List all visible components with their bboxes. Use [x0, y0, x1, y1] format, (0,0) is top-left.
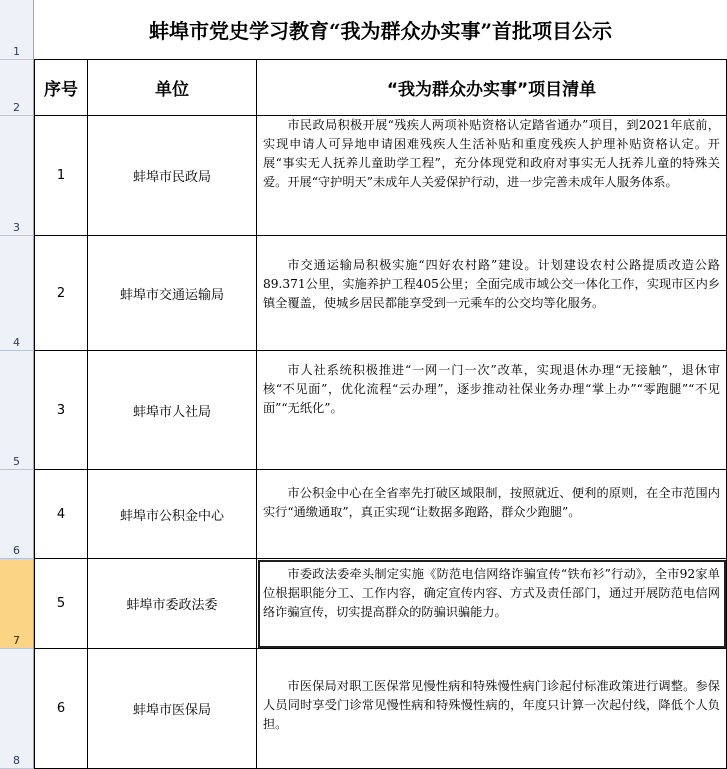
row-unit[interactable]: 蚌埠市医保局 — [88, 649, 257, 769]
row-unit[interactable]: 蚌埠市民政局 — [88, 116, 257, 236]
row-unit[interactable]: 蚌埠市交通运输局 — [88, 236, 257, 351]
row-description-cell[interactable] — [257, 470, 727, 559]
header-index[interactable]: 序号 — [34, 59, 88, 116]
sheet-title[interactable]: 蚌埠市党史学习教育“我为群众办实事”首批项目公示 — [34, 0, 727, 60]
row-header-6[interactable]: 6 — [0, 470, 34, 559]
row-index[interactable]: 4 — [34, 470, 88, 559]
row-header-2[interactable]: 2 — [0, 60, 34, 116]
row-description-cell[interactable] — [257, 236, 727, 351]
row-index[interactable]: 6 — [34, 649, 88, 769]
row-description-cell[interactable] — [257, 351, 727, 470]
row-index[interactable]: 3 — [34, 351, 88, 470]
row-index[interactable]: 5 — [34, 559, 88, 649]
row-description-cell[interactable] — [257, 116, 727, 236]
sheet-grid — [34, 0, 727, 769]
row-index[interactable]: 1 — [34, 116, 88, 236]
row-header-7[interactable]: 7 — [0, 559, 34, 649]
row-unit[interactable]: 蚌埠市公积金中心 — [88, 470, 257, 559]
row-unit[interactable]: 蚌埠市人社局 — [88, 351, 257, 470]
row-index[interactable]: 2 — [34, 236, 88, 351]
header-unit[interactable]: 单位 — [88, 59, 257, 116]
row-header-5[interactable]: 5 — [0, 351, 34, 470]
row-header-4[interactable]: 4 — [0, 236, 34, 351]
row-description: 市医保局对职工医保常见慢性病和特殊慢性病门诊起付标准政策进行调整。参保人员同时享受门诊常见慢性病和特殊慢性病的，年度只计算一次起付线，降低个人负担。 — [263, 679, 720, 731]
row-unit[interactable]: 蚌埠市委政法委 — [88, 559, 257, 649]
selected-description-cell[interactable] — [257, 559, 727, 649]
row-header-3[interactable]: 3 — [0, 116, 34, 236]
row-description: 市人社系统积极推进“一网一门一次”改革，实现退休办理“无接触”，退休审核“不见面”，优化流程“云办理”，逐步推动社保业务办理“掌上办”“零跑腿”“不见面”“无纸化”。 — [263, 363, 720, 415]
row-description-cell[interactable] — [257, 649, 727, 769]
row-description: 市民政局积极开展“残疾人两项补贴资格认定踏省通办”项目，到2021年底前，实现申请人可异地申请困难残疾人生活补贴和重度残疾人护理补贴资格认定。开展“事实无人抚养儿童助学工程”，充分体现党和政府对事实无人抚养儿童的特殊关爱。开展“守护明天”未成年人关爱保护行动，进一步完善未成年人服务体系。 — [263, 118, 720, 189]
header-list[interactable]: “我为群众办实事”项目清单 — [257, 59, 727, 116]
row-header-1[interactable]: 1 — [0, 0, 34, 60]
row-description: 市公积金中心在全省率先打破区域限制，按照就近、便利的原则，在全市范围内实行“通缴通取”，真正实现“让数据多跑路，群众少跑腿”。 — [263, 486, 720, 519]
row-header-8[interactable]: 8 — [0, 649, 34, 769]
row-description: 市委政法委牵头制定实施《防范电信网络诈骗宣传“铁布衫”行动》，全市92家单位根据职能分工、工作内容，确定宣传内容、方式及责任部门，通过开展防范电信网络诈骗宣传，切实提高群众的防骗识骗能力。 — [263, 567, 720, 619]
row-description: 市交通运输局积极实施“四好农村路”建设。计划建设农村公路提质改造公路89.371公里，实施养护工程405公里；全面完成市域公交一体化工作，实现市区内乡镇全覆盖，使城乡居民都能享受到一元乘车的公交均等化服务。 — [263, 258, 720, 310]
